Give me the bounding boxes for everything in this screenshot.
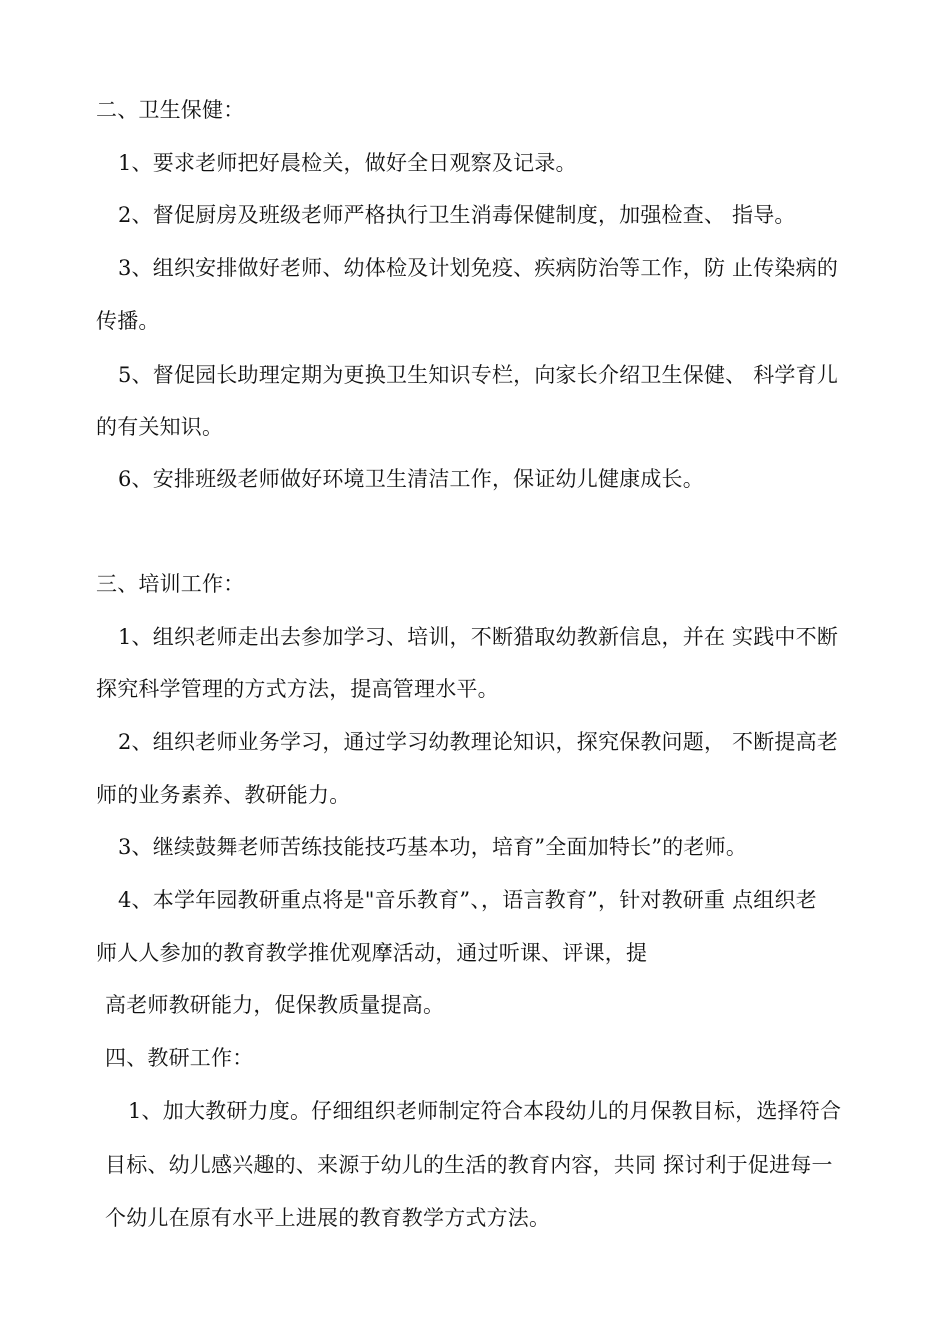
paragraph-line: 传播。 bbox=[96, 309, 160, 333]
paragraph-line: 高老师教研能力，促保教质量提高。 bbox=[105, 993, 445, 1017]
paragraph-line: 3、组织安排做好老师、幼体检及计划免疫、疾病防治等工作，防 止传染病的 bbox=[118, 256, 839, 280]
paragraph-line: 5、督促园长助理定期为更换卫生知识专栏，向家长介绍卫生保健、 科学育儿 bbox=[118, 363, 839, 387]
section-heading-hygiene: 二、卫生保健： bbox=[96, 98, 245, 122]
paragraph-line: 师的业务素养、教研能力。 bbox=[96, 783, 351, 807]
paragraph-line: 的有关知识。 bbox=[96, 415, 224, 439]
paragraph-line: 个幼儿在原有水平上进展的教育教学方式方法。 bbox=[105, 1206, 551, 1230]
paragraph-line: 4、本学年园教研重点将是"音乐教育”、，语言教育”，针对教研重 点组织老 bbox=[118, 888, 817, 912]
section-heading-research: 四、教研工作： bbox=[105, 1046, 254, 1070]
paragraph-line: 3、继续鼓舞老师苦练技能技巧基本功，培育”全面加特长”的老师。 bbox=[118, 835, 748, 859]
paragraph-line: 1、要求老师把好晨检关，做好全日观察及记录。 bbox=[118, 151, 577, 175]
paragraph-line: 师人人参加的教育教学推优观摩活动，通过听课、评课，提 bbox=[96, 941, 648, 965]
paragraph-line: 目标、幼儿感兴趣的、来源于幼儿的生活的教育内容，共同 探讨利于促进每一 bbox=[105, 1153, 833, 1177]
paragraph-line: 1、加大教研力度。仔细组织老师制定符合本段幼儿的月保教目标，选择符合 bbox=[128, 1099, 842, 1123]
section-heading-training: 三、培训工作： bbox=[96, 572, 245, 596]
paragraph-line: 1、组织老师走出去参加学习、培训，不断猎取幼教新信息，并在 实践中不断 bbox=[118, 625, 839, 649]
paragraph-line: 2、督促厨房及班级老师严格执行卫生消毒保健制度，加强检查、 指导。 bbox=[118, 203, 796, 227]
paragraph-line: 2、组织老师业务学习，通过学习幼教理论知识，探究保教问题， 不断提高老 bbox=[118, 730, 839, 754]
paragraph-line: 6、安排班级老师做好环境卫生清洁工作，保证幼儿健康成长。 bbox=[118, 467, 704, 491]
paragraph-line: 探究科学管理的方式方法，提高管理水平。 bbox=[96, 677, 499, 701]
